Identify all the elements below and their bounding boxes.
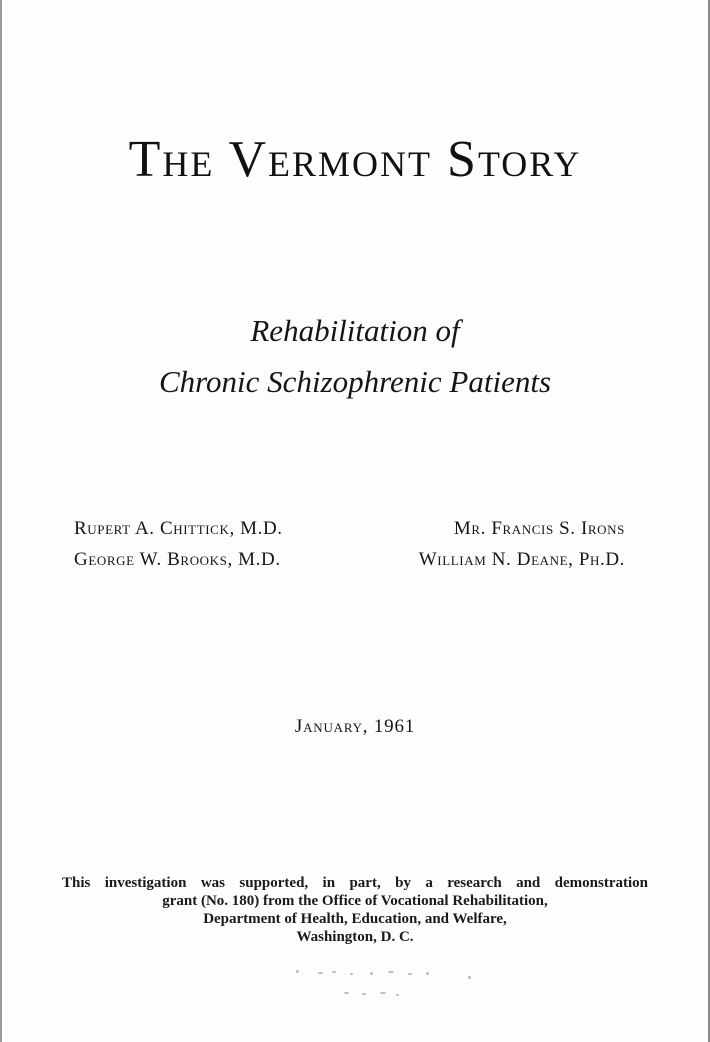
funding-note — [62, 874, 648, 946]
funding-note-line-1: This investigation was supported, in part, by a research and demonstration — [62, 875, 648, 891]
document-title: The Vermont Story — [128, 131, 582, 188]
publication-date: January, 1961 — [294, 716, 416, 737]
funding-note-line-3: Department of Health, Education, and Welfare, — [203, 911, 507, 927]
subtitle-line-1: Rehabilitation of — [250, 313, 460, 348]
author-brooks: George W. Brooks, M.D. — [74, 549, 281, 570]
funding-note-line-2: grant (No. 180) from the Office of Vocational Rehabilitation, — [162, 893, 548, 909]
subtitle-line-2: Chronic Schizophrenic Patients — [158, 364, 552, 399]
faded-library-stamp — [292, 966, 482, 1006]
funding-note-line-4: Washington, D. C. — [296, 929, 414, 945]
author-chittick: Rupert A. Chittick, M.D. — [74, 518, 283, 539]
author-deane: William N. Deane, Ph.D. — [418, 549, 625, 570]
author-irons: Mr. Francis S. Irons — [453, 518, 625, 539]
